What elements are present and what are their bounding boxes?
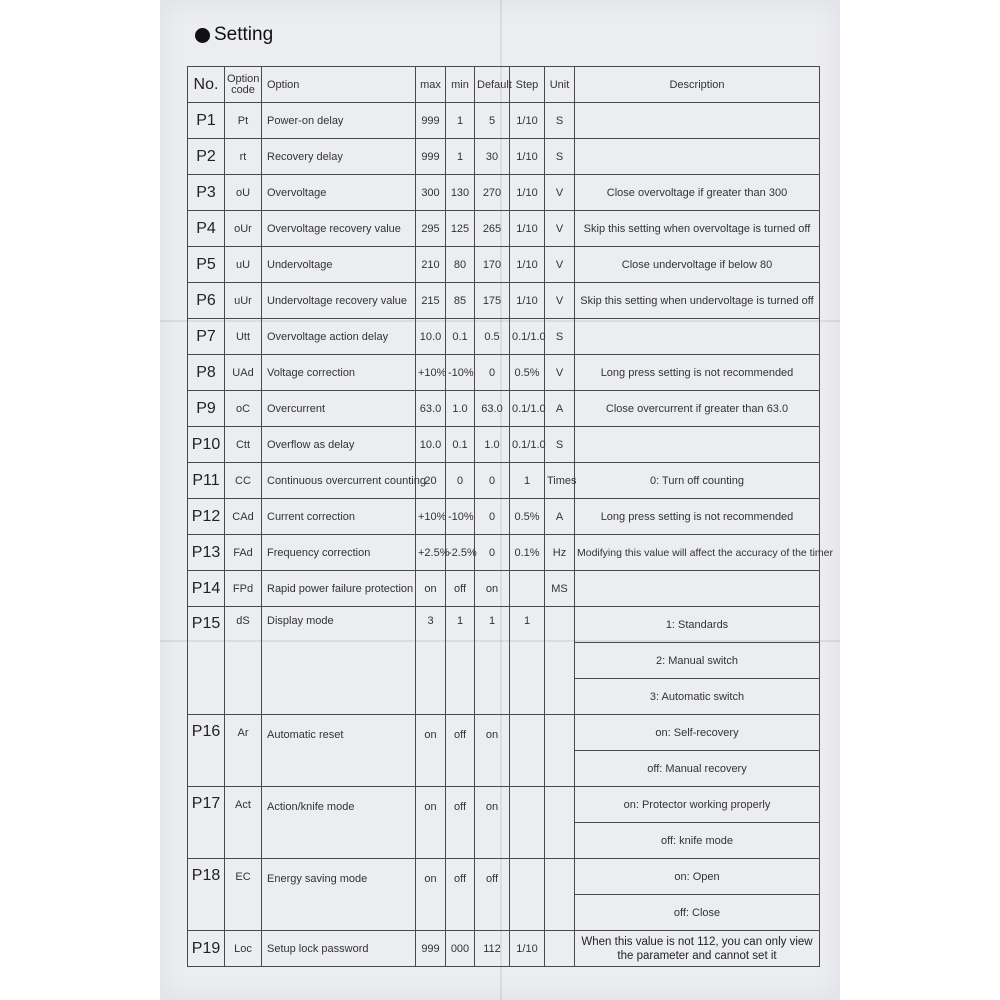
table-row <box>188 931 820 967</box>
row-description: on: Protector working properly <box>575 787 820 823</box>
row-option: Undervoltage <box>262 247 416 283</box>
table-header-row <box>188 67 820 103</box>
row-min: 1.0 <box>446 391 475 427</box>
row-min: 0 <box>446 463 475 499</box>
row-step <box>510 571 545 607</box>
table-row <box>188 859 820 895</box>
row-default: 270 <box>475 175 510 211</box>
row-min: 0.1 <box>446 319 475 355</box>
section-heading <box>195 24 273 46</box>
row-step: 0.1/1.0 <box>510 391 545 427</box>
row-option: Frequency correction <box>262 535 416 571</box>
row-unit: S <box>545 427 575 463</box>
row-default: on <box>475 787 510 859</box>
row-max: 999 <box>416 103 446 139</box>
row-code: FAd <box>225 535 262 571</box>
row-option: Display mode <box>262 607 416 715</box>
row-description: 2: Manual switch <box>575 643 820 679</box>
row-description: on: Open <box>575 859 820 895</box>
row-description <box>575 103 820 139</box>
row-max: 999 <box>416 139 446 175</box>
row-step <box>510 715 545 787</box>
row-min: off <box>446 715 475 787</box>
row-unit: MS <box>545 571 575 607</box>
row-unit: A <box>545 499 575 535</box>
bullet-icon <box>195 28 210 43</box>
row-option: Setup lock password <box>262 931 416 967</box>
table-row <box>188 319 820 355</box>
row-step <box>510 787 545 859</box>
row-unit <box>545 931 575 967</box>
header-unit: Unit <box>545 67 575 103</box>
row-no: P15 <box>188 607 225 715</box>
row-max: 10.0 <box>416 319 446 355</box>
row-default: 63.0 <box>475 391 510 427</box>
row-default: 0 <box>475 463 510 499</box>
row-min: 0.1 <box>446 427 475 463</box>
row-default: on <box>475 571 510 607</box>
row-unit: V <box>545 283 575 319</box>
row-code: FPd <box>225 571 262 607</box>
table-row <box>188 175 820 211</box>
table-row <box>188 607 820 643</box>
row-description: Skip this setting when overvoltage is turned off <box>575 211 820 247</box>
row-code: Utt <box>225 319 262 355</box>
row-min: 125 <box>446 211 475 247</box>
row-step: 1/10 <box>510 211 545 247</box>
row-option: Power-on delay <box>262 103 416 139</box>
row-option: Current correction <box>262 499 416 535</box>
row-default: 30 <box>475 139 510 175</box>
row-default: 265 <box>475 211 510 247</box>
header-option-code <box>225 67 262 103</box>
row-unit <box>545 715 575 787</box>
row-description <box>575 319 820 355</box>
row-code: oUr <box>225 211 262 247</box>
section-title: Setting <box>214 24 274 45</box>
row-default: 1 <box>475 607 510 715</box>
row-max: 63.0 <box>416 391 446 427</box>
row-default: 1.0 <box>475 427 510 463</box>
row-max: on <box>416 715 446 787</box>
table-row <box>188 499 820 535</box>
row-no: P5 <box>188 247 225 283</box>
row-option: Overvoltage recovery value <box>262 211 416 247</box>
table-row <box>188 571 820 607</box>
row-description <box>575 139 820 175</box>
row-option: Voltage correction <box>262 355 416 391</box>
row-step: 0.1/1.0 <box>510 319 545 355</box>
row-code: Ctt <box>225 427 262 463</box>
row-default: 5 <box>475 103 510 139</box>
row-code: UAd <box>225 355 262 391</box>
row-step <box>510 859 545 931</box>
header-min: min <box>446 67 475 103</box>
row-max: 295 <box>416 211 446 247</box>
row-option: Rapid power failure protection <box>262 571 416 607</box>
row-description: Long press setting is not recommended <box>575 499 820 535</box>
row-no: P13 <box>188 535 225 571</box>
table-row <box>188 391 820 427</box>
row-max: on <box>416 571 446 607</box>
row-unit: V <box>545 211 575 247</box>
row-min: 80 <box>446 247 475 283</box>
row-step: 1/10 <box>510 103 545 139</box>
row-max: +10% <box>416 355 446 391</box>
row-description: Close overvoltage if greater than 300 <box>575 175 820 211</box>
row-min: 1 <box>446 103 475 139</box>
row-default: 0.5 <box>475 319 510 355</box>
row-max: on <box>416 859 446 931</box>
row-description: on: Self-recovery <box>575 715 820 751</box>
row-option: Overcurrent <box>262 391 416 427</box>
row-code: oU <box>225 175 262 211</box>
row-code: Ar <box>225 715 262 787</box>
row-min: 85 <box>446 283 475 319</box>
header-option-code-line2: code <box>231 83 255 96</box>
row-max: 3 <box>416 607 446 715</box>
row-max: 999 <box>416 931 446 967</box>
header-option: Option <box>262 67 416 103</box>
table-row <box>188 463 820 499</box>
table-row <box>188 247 820 283</box>
row-unit: Times <box>545 463 575 499</box>
settings-table <box>187 66 834 967</box>
row-no: P2 <box>188 139 225 175</box>
row-option: Overvoltage action delay <box>262 319 416 355</box>
row-max: 20 <box>416 463 446 499</box>
row-no: P12 <box>188 499 225 535</box>
row-option: Continuous overcurrent counting <box>262 463 416 499</box>
table-row <box>188 103 820 139</box>
header-default: Default <box>475 67 510 103</box>
row-default: on <box>475 715 510 787</box>
row-no: P6 <box>188 283 225 319</box>
row-no: P11 <box>188 463 225 499</box>
row-max: +10% <box>416 499 446 535</box>
row-no: P18 <box>188 859 225 931</box>
row-step: 1/10 <box>510 175 545 211</box>
row-option: Recovery delay <box>262 139 416 175</box>
header-step: Step <box>510 67 545 103</box>
row-unit <box>545 787 575 859</box>
row-default: 175 <box>475 283 510 319</box>
row-description: off: Manual recovery <box>575 751 820 787</box>
row-description: When this value is not 112, you can only view the parameter and cannot set it <box>575 931 820 967</box>
row-no: P9 <box>188 391 225 427</box>
row-min: -2.5% <box>446 535 475 571</box>
row-no: P16 <box>188 715 225 787</box>
row-unit: V <box>545 247 575 283</box>
row-unit: Hz <box>545 535 575 571</box>
row-max: 300 <box>416 175 446 211</box>
row-min: off <box>446 571 475 607</box>
row-description: Skip this setting when undervoltage is turned off <box>575 283 820 319</box>
row-unit: V <box>545 175 575 211</box>
row-option: Undervoltage recovery value <box>262 283 416 319</box>
table-row <box>188 355 820 391</box>
row-default: 0 <box>475 535 510 571</box>
table-row <box>188 535 820 571</box>
row-default: 170 <box>475 247 510 283</box>
row-min: 1 <box>446 607 475 715</box>
row-no: P8 <box>188 355 225 391</box>
row-description: 0: Turn off counting <box>575 463 820 499</box>
row-code: CC <box>225 463 262 499</box>
row-min: 130 <box>446 175 475 211</box>
row-code: uUr <box>225 283 262 319</box>
header-description: Description <box>575 67 820 103</box>
row-unit: S <box>545 103 575 139</box>
row-description: off: Close <box>575 895 820 931</box>
row-max: 10.0 <box>416 427 446 463</box>
row-no: P14 <box>188 571 225 607</box>
row-step: 0.1/1.0 <box>510 427 545 463</box>
row-unit <box>545 607 575 715</box>
row-default: 0 <box>475 355 510 391</box>
row-option: Overflow as delay <box>262 427 416 463</box>
row-no: P19 <box>188 931 225 967</box>
row-code: Pt <box>225 103 262 139</box>
row-max: 215 <box>416 283 446 319</box>
row-option: Action/knife mode <box>262 787 416 859</box>
row-code: Act <box>225 787 262 859</box>
row-step: 0.5% <box>510 355 545 391</box>
row-unit <box>545 859 575 931</box>
row-description <box>575 427 820 463</box>
row-step: 0.5% <box>510 499 545 535</box>
row-min: -10% <box>446 355 475 391</box>
row-code: Loc <box>225 931 262 967</box>
row-code: EC <box>225 859 262 931</box>
row-default: 112 <box>475 931 510 967</box>
row-unit: S <box>545 139 575 175</box>
row-max: +2.5% <box>416 535 446 571</box>
header-max: max <box>416 67 446 103</box>
row-description <box>575 571 820 607</box>
table-row <box>188 427 820 463</box>
row-option: Overvoltage <box>262 175 416 211</box>
row-default: 0 <box>475 499 510 535</box>
row-description: Close overcurrent if greater than 63.0 <box>575 391 820 427</box>
row-step: 0.1% <box>510 535 545 571</box>
row-step: 1/10 <box>510 931 545 967</box>
table-row <box>188 283 820 319</box>
row-unit: S <box>545 319 575 355</box>
row-code: dS <box>225 607 262 715</box>
row-no: P10 <box>188 427 225 463</box>
table-row <box>188 715 820 751</box>
row-no: P17 <box>188 787 225 859</box>
row-default: off <box>475 859 510 931</box>
row-step: 1/10 <box>510 247 545 283</box>
row-unit: V <box>545 355 575 391</box>
row-description: off: knife mode <box>575 823 820 859</box>
table-row <box>188 787 820 823</box>
row-min: off <box>446 859 475 931</box>
row-no: P4 <box>188 211 225 247</box>
table-row <box>188 211 820 247</box>
row-description: Modifying this value will affect the accuracy of the timer <box>575 535 820 571</box>
row-no: P1 <box>188 103 225 139</box>
row-description: 1: Standards <box>575 607 820 643</box>
row-description: Close undervoltage if below 80 <box>575 247 820 283</box>
row-code: rt <box>225 139 262 175</box>
row-step: 1 <box>510 607 545 715</box>
row-description: 3: Automatic switch <box>575 679 820 715</box>
row-option: Energy saving mode <box>262 859 416 931</box>
row-min: 000 <box>446 931 475 967</box>
row-code: uU <box>225 247 262 283</box>
row-option: Automatic reset <box>262 715 416 787</box>
row-code: oC <box>225 391 262 427</box>
header-no: No. <box>188 67 225 103</box>
row-unit: A <box>545 391 575 427</box>
row-step: 1/10 <box>510 283 545 319</box>
row-step: 1/10 <box>510 139 545 175</box>
row-code: CAd <box>225 499 262 535</box>
row-step: 1 <box>510 463 545 499</box>
header-option-code-line1: Option <box>227 72 260 85</box>
row-min: -10% <box>446 499 475 535</box>
row-no: P7 <box>188 319 225 355</box>
row-min: 1 <box>446 139 475 175</box>
row-min: off <box>446 787 475 859</box>
row-description: Long press setting is not recommended <box>575 355 820 391</box>
row-max: on <box>416 787 446 859</box>
table-row <box>188 139 820 175</box>
row-max: 210 <box>416 247 446 283</box>
row-no: P3 <box>188 175 225 211</box>
